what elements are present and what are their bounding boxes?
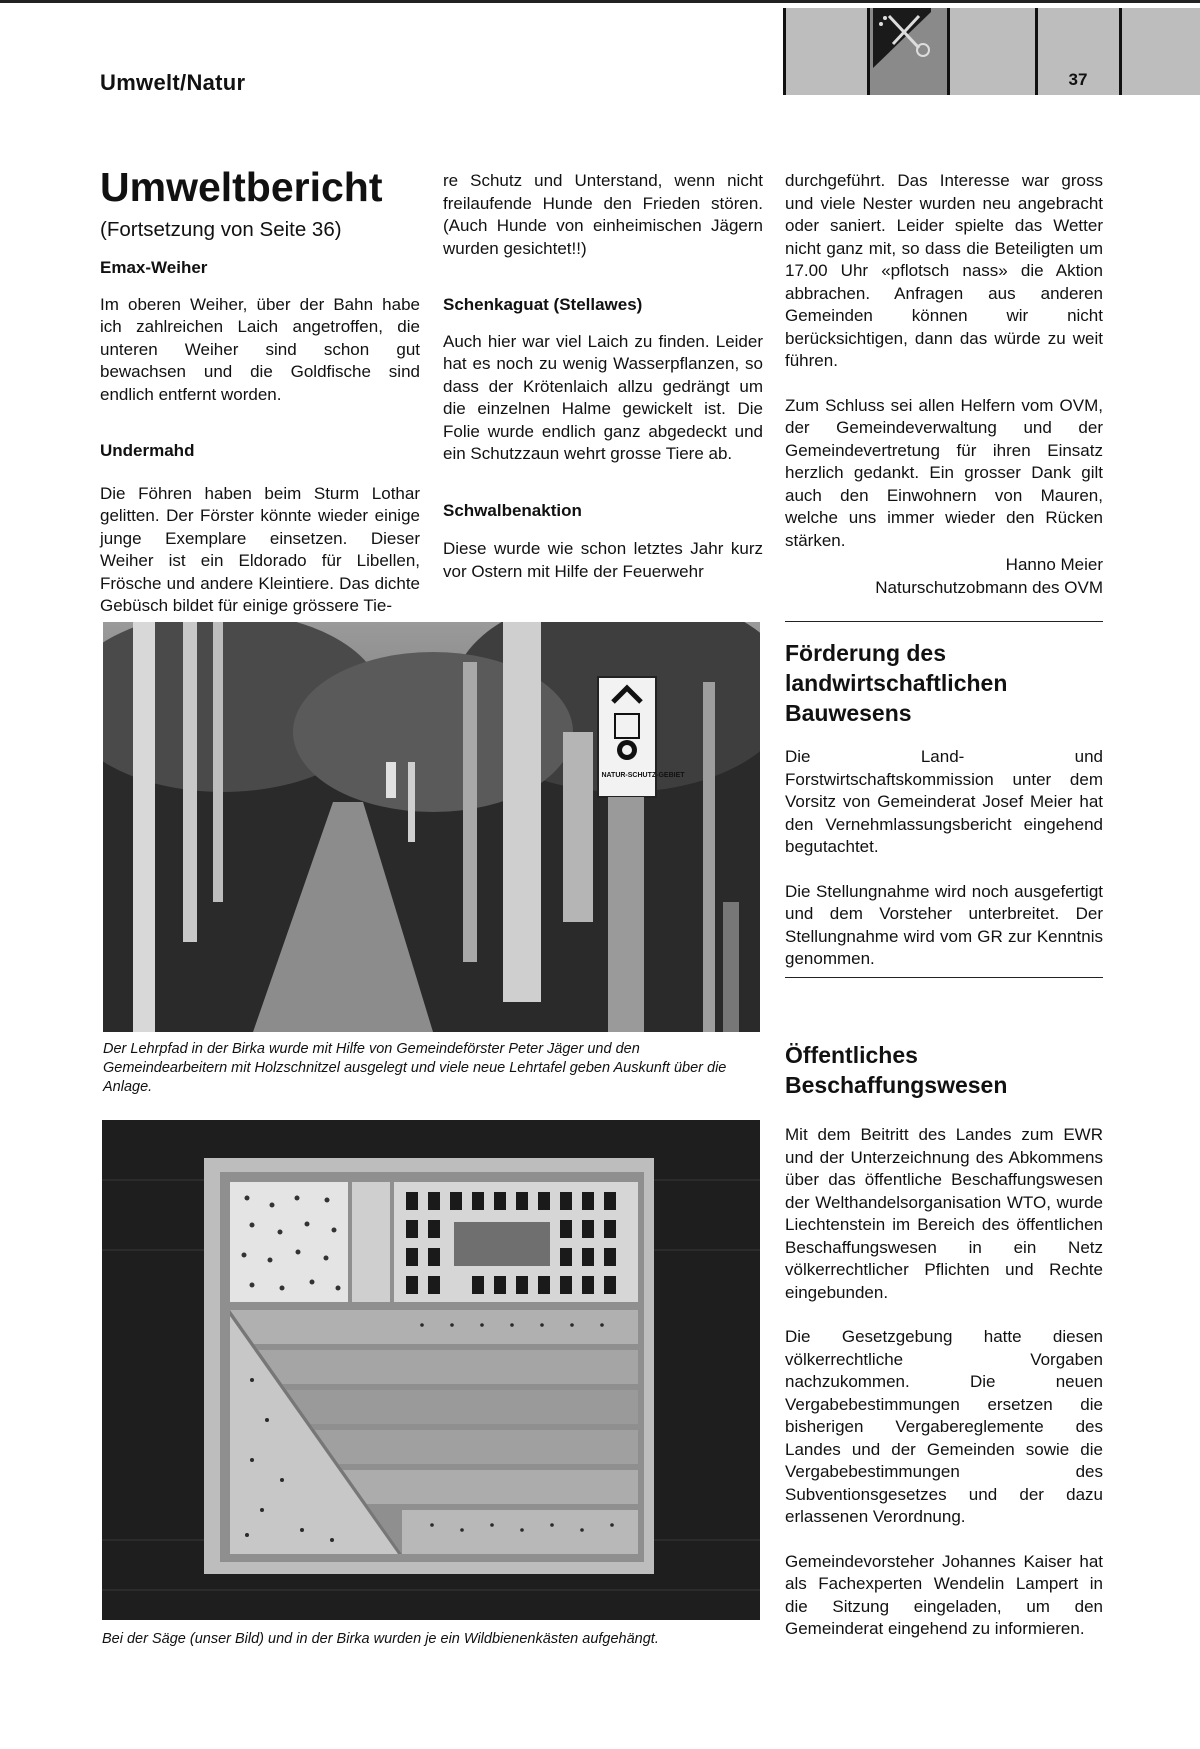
beschaffung-p2: Die Gesetzgebung hatte diesen völkerrechtliche Vorgaben nachzukommen. Die neuen Vergabebestimmungen ersetzen die bisherigen Vergabereglemente des Landes und der Gemeinden sowie die Vergabebestimmungen des Subventionsgesetzes und der dazu erlassenen Verordnung. — [785, 1327, 1103, 1526]
forest-path-image — [103, 622, 760, 1032]
page-number: 37 — [1068, 70, 1088, 89]
foerderung-p2: Die Stellungnahme wird noch ausgefertigt und dem Vorsteher unterbreitet. Der Stellungnahme wird vom GR zur Kenntnis genommen. — [785, 881, 1103, 968]
emax-text: Im oberen Weiher, über der Bahn habe ich zahlreichen Laich angetroffen, die unteren Weiher sind schon gut bewachsen und die Goldfische sind endlich entfernt worden. — [100, 294, 420, 404]
photo1-caption: Der Lehrpfad in der Birka wurde mit Hilfe von Gemeindeförster Peter Jäger und den Gemeindearbeitern mit Holzschnitzel ausgelegt und viele neue Lehrtafel geben Auskunft über die Anlage. — [103, 1041, 727, 1095]
top-border-line — [0, 0, 1200, 3]
sidebar-divider — [785, 621, 1103, 622]
forest-path-photo — [103, 622, 760, 1032]
col3-text: durchgeführt. Das Interesse war gross und viele Nester wurden neu angebracht oder saniert. Leider spielte das Wetter nicht ganz mit, so dass die Beteiligten um 17.00 Uhr «pflotsch nass» die Aktion abbrachen. Anfragen aus anderen Gemeinden können wir nicht berücksichtigen, dann das würde zu weit führen. — [785, 171, 1103, 370]
col3-thanks: Zum Schluss sei allen Helfern vom OVM, der Gemeindeverwaltung und der Gemeindevertretung für ihren Einsatz herzlich gedankt. Ein grosser Dank gilt auch den Einwohnern von Mauren, welche uns immer wieder den Rücken stärken. — [785, 395, 1103, 550]
chapter-tab — [947, 8, 1035, 95]
article-column-3 — [785, 170, 1103, 599]
chapter-tab — [1119, 8, 1200, 95]
author-name: Hanno Meier — [1005, 555, 1103, 574]
article-subtitle: (Fortsetzung von Seite 36) — [100, 218, 342, 241]
schwalben-text: Diese wurde wie schon letztes Jahr kurz vor Ostern mit Hilfe der Feuerwehr — [443, 539, 763, 581]
section-label: Umwelt/Natur — [100, 70, 246, 95]
sidebar-divider — [785, 977, 1103, 978]
author-role: Naturschutzobmann des OVM — [875, 577, 1103, 597]
undermahd-heading: Undermahd — [100, 441, 195, 460]
foerderung-p1: Die Land- und Forstwirtschaftskommission unter dem Vorsitz von Gemeinderat Josef Meier hat den Vernehmlassungsbericht eingehend begutachtet. — [785, 747, 1103, 856]
svg-text:NATUR-SCHUTZ-GEBIET — [601, 772, 685, 779]
foerderung-title: Förderung des landwirtschaftlichen Bauwesens — [785, 640, 1008, 726]
undermahd-text: Die Föhren haben beim Sturm Lothar gelitten. Der Förster könnte wieder einige junge Exemplare einsetzen. Dieser Weiher ist ein Eldorado für Libellen, Frösche und andere Kleintiere. Das dichte Gebüsch bildet für einige grössere Tie- — [100, 483, 420, 615]
sidebar-foerderung — [785, 638, 1103, 971]
tools-icon — [873, 8, 931, 68]
photo2-caption: Bei der Säge (unser Bild) und in der Birka wurden je ein Wildbienenkästen aufgehängt. — [102, 1631, 659, 1647]
sidebar-beschaffung — [785, 1040, 1103, 1641]
schenkaguat-text: Auch hier war viel Laich zu finden. Leider hat es noch zu wenig Wasserpflanzen, so dass der Krötenlaich allzu gedrängt um die einzelnen Halme gewickelt ist. Die Folie wurde endlich ganz abgedeckt und ein Schutzzaun wehrt grosse Tiere ab. — [443, 331, 763, 463]
bee-box-image — [102, 1120, 760, 1620]
article-column-2 — [443, 170, 763, 583]
emax-heading: Emax-Weiher — [100, 258, 208, 277]
article-column-1 — [100, 165, 420, 618]
article-title: Umweltbericht — [100, 164, 383, 210]
beschaffung-p1: Mit dem Beitritt des Landes zum EWR und der Unterzeichnung des Abkommens über das öffentliche Beschaffungswesen der Welthandelsorganisation WTO, wurde Liechtenstein im Bereich des öffentlichen Beschaffungswesen in ein Netz völkerrechtlicher Pflichten und Rechte eingebunden. — [785, 1125, 1103, 1302]
chapter-tab — [783, 8, 867, 95]
col2-text: re Schutz und Unterstand, wenn nicht freilaufende Hunde den Frieden stören. (Auch Hunde von einheimischen Jägern wurden gesichtet!!) — [443, 171, 763, 258]
schenkaguat-heading: Schenkaguat (Stellawes) — [443, 295, 643, 314]
beschaffung-p3: Gemeindevorsteher Johannes Kaiser hat als Fachexperten Wendelin Lampert in die Sitzung eingeladen, um den Gemeinderat eingehend zu informieren. — [785, 1551, 1103, 1638]
beschaffung-title: Öffentliches Beschaffungswesen — [785, 1042, 1008, 1098]
sign-text: NATUR-SCHUTZ-GEBIET — [601, 772, 685, 779]
schwalben-heading: Schwalbenaktion — [443, 500, 582, 520]
chapter-tab-strip — [783, 8, 1200, 95]
bee-box-photo — [102, 1120, 760, 1620]
